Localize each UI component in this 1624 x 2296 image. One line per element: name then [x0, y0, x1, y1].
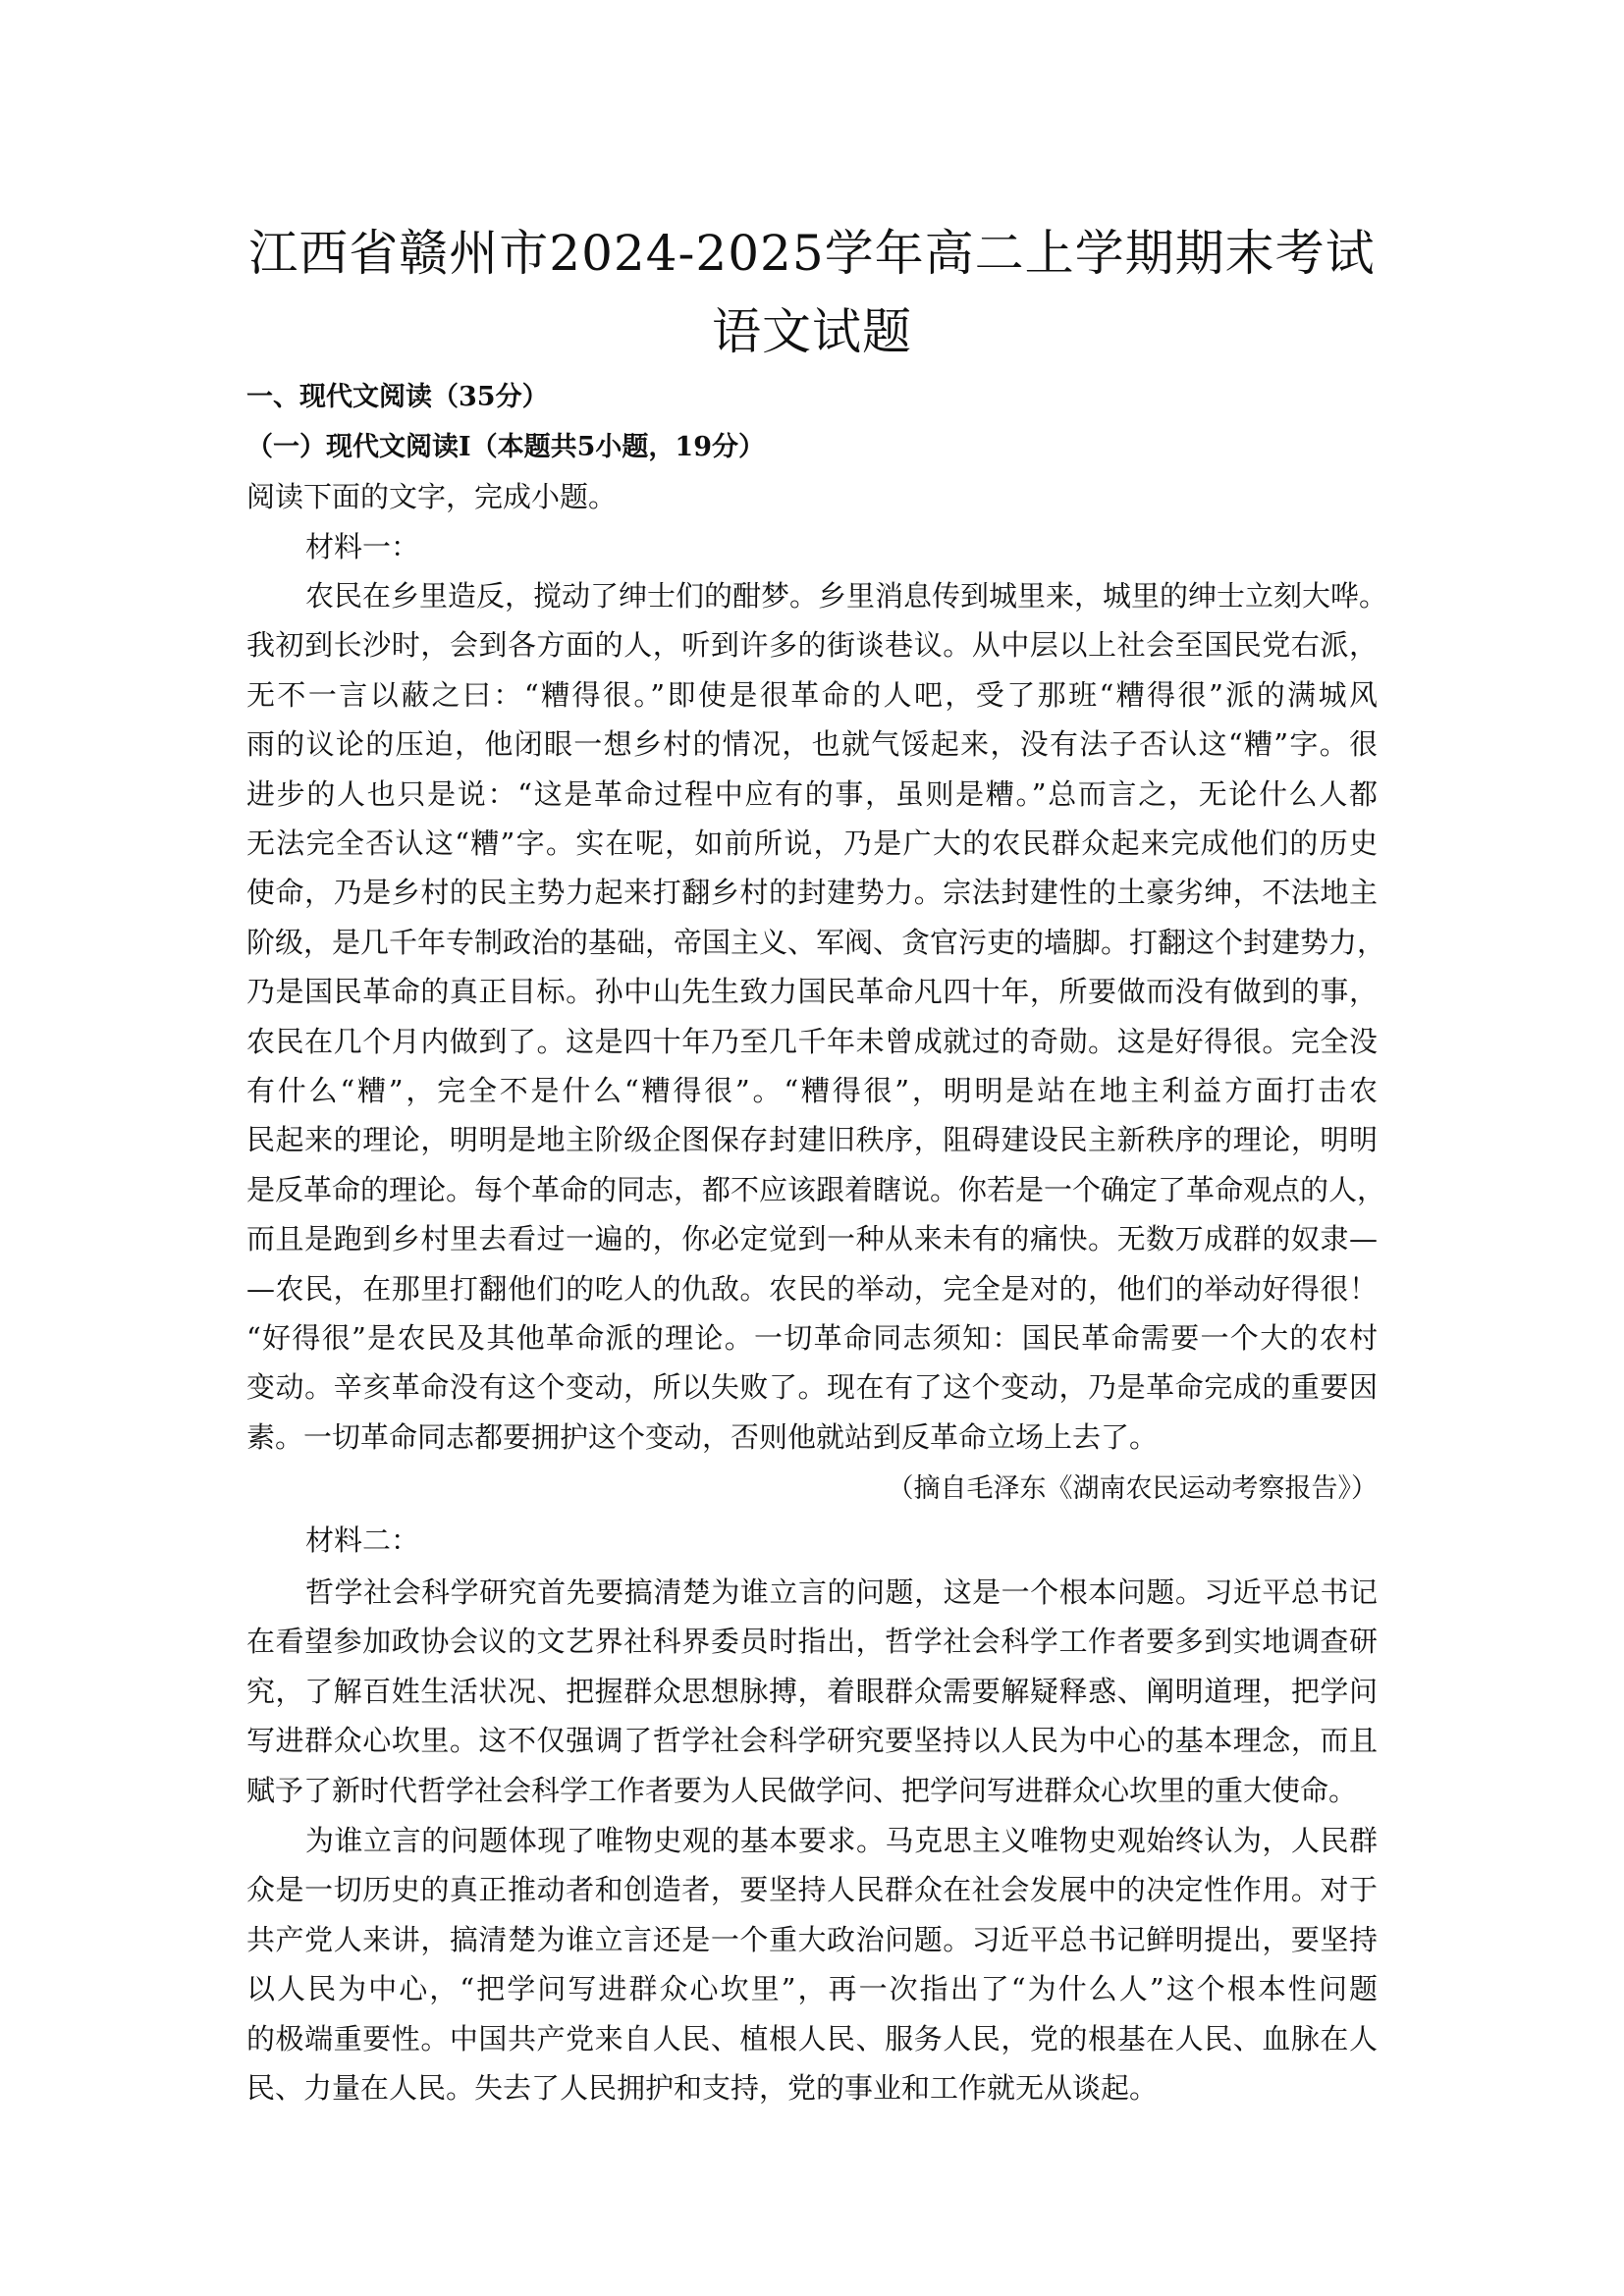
text-line: 进步的人也只是说：“这是革命过程中应有的事，虽则是糟。”总而言之，无论什么人都 [246, 776, 1378, 811]
text-line: 变动。辛亥革命没有这个变动，所以失败了。现在有了这个变动，乃是革命完成的重要因 [246, 1370, 1378, 1405]
material1-label: 材料一： [305, 530, 420, 563]
text-line: 众是一切历史的真正推动者和创造者，要坚持人民群众在社会发展中的决定性作用。对于 [246, 1873, 1378, 1907]
exam-title: 江西省赣州市2024-2025学年高二上学期期末考试 [248, 225, 1376, 282]
text-line: 雨的议论的压迫，他闭眼一想乡村的情况，也就气馁起来，没有法子否认这“糟”字。很 [246, 727, 1378, 762]
exam-subtitle: 语文试题 [712, 303, 912, 360]
text-line: 以人民为中心，“把学问写进群众心坎里”，再一次指出了“为什么人”这个根本性问题 [246, 1972, 1378, 2006]
text-line: —农民，在那里打翻他们的吃人的仇敌。农民的举动，完全是对的，他们的举动好得很！ [246, 1271, 1378, 1306]
section-heading: 一、现代文阅读（35分） [246, 382, 549, 412]
text-line: 民起来的理论，明明是地主阶级企图保存封建旧秩序，阻碍建设民主新秩序的理论，明明 [246, 1123, 1378, 1157]
text-line: 的极端重要性。中国共产党来自人民、植根人民、服务人民，党的根基在人民、血脉在人 [246, 2021, 1378, 2056]
text-line: 素。一切革命同志都要拥护这个变动，否则他就站到反革命立场上去了。 [246, 1419, 1159, 1454]
text-line: 是反革命的理论。每个革命的同志，都不应该跟着瞎说。你若是一个确定了革命观点的人， [246, 1172, 1386, 1206]
subsection-heading: （一）现代文阅读I（本题共5小题，19分） [246, 432, 765, 462]
text-line: 在看望参加政协会议的文艺界社科界委员时指出，哲学社会科学工作者要多到实地调查研 [246, 1625, 1378, 1659]
text-line: 民、力量在人民。失去了人民拥护和支持，党的事业和工作就无从谈起。 [246, 2071, 1159, 2105]
text-line: 我初到长沙时，会到各方面的人，听到许多的街谈巷议。从中层以上社会至国民党右派， [246, 628, 1378, 663]
text-line: 使命，乃是乡村的民主势力起来打翻乡村的封建势力。宗法封建性的土豪劣绅，不法地主 [246, 876, 1378, 910]
text-line: 阶级，是几千年专制政治的基础，帝国主义、军阀、贪官污吏的墙脚。打翻这个封建势力， [246, 925, 1386, 959]
material1-source: （摘自毛泽东《湖南农民运动考察报告》） [887, 1473, 1378, 1504]
text-line: 究，了解百姓生活状况、把握群众思想脉搏，着眼群众需要解疑释惑、阐明道理，把学问 [246, 1674, 1378, 1708]
text-line: 无法完全否认这“糟”字。实在呢，如前所说，乃是广大的农民群众起来完成他们的历史 [246, 827, 1378, 860]
text-line: 而且是跑到乡村里去看过一遍的，你必定觉到一种从来未有的痛快。无数万成群的奴隶— [246, 1222, 1378, 1256]
text-line: “好得很”是农民及其他革命派的理论。一切革命同志须知：国民革命需要一个大的农村 [246, 1321, 1378, 1355]
text-line: 农民在乡里造反，搅动了绅士们的酣梦。乡里消息传到城里来，城里的绅士立刻大哗。 [305, 579, 1388, 613]
text-line: 乃是国民革命的真正目标。孙中山先生致力国民革命凡四十年，所要做而没有做到的事， [246, 975, 1378, 1009]
text-line: 有什么“糟”，完全不是什么“糟得很”。“糟得很”，明明是站在地主利益方面打击农 [246, 1074, 1378, 1107]
text-line: 共产党人来讲，搞清楚为谁立言还是一个重大政治问题。习近平总书记鲜明提出，要坚持 [246, 1922, 1378, 1956]
instruction-text: 阅读下面的文字，完成小题。 [246, 480, 618, 513]
material2-label: 材料二： [305, 1523, 420, 1557]
text-line: 农民在几个月内做到了。这是四十年乃至几千年未曾成就过的奇勋。这是好得很。完全没 [246, 1024, 1378, 1058]
text-line: 写进群众心坎里。这不仅强调了哲学社会科学研究要坚持以人民为中心的基本理念，而且 [246, 1724, 1378, 1758]
text-line: 哲学社会科学研究首先要搞清楚为谁立言的问题，这是一个根本问题。习近平总书记 [305, 1575, 1378, 1609]
text-line: 赋予了新时代哲学社会科学工作者要为人民做学问、把学问写进群众心坎里的重大使命。 [246, 1773, 1358, 1807]
text-line: 无不一言以蔽之曰：“糟得很。”即使是很革命的人吧，受了那班“糟得很”派的满城风 [246, 677, 1378, 712]
text-line: 为谁立言的问题体现了唯物史观的基本要求。马克思主义唯物史观始终认为，人民群 [305, 1824, 1378, 1857]
